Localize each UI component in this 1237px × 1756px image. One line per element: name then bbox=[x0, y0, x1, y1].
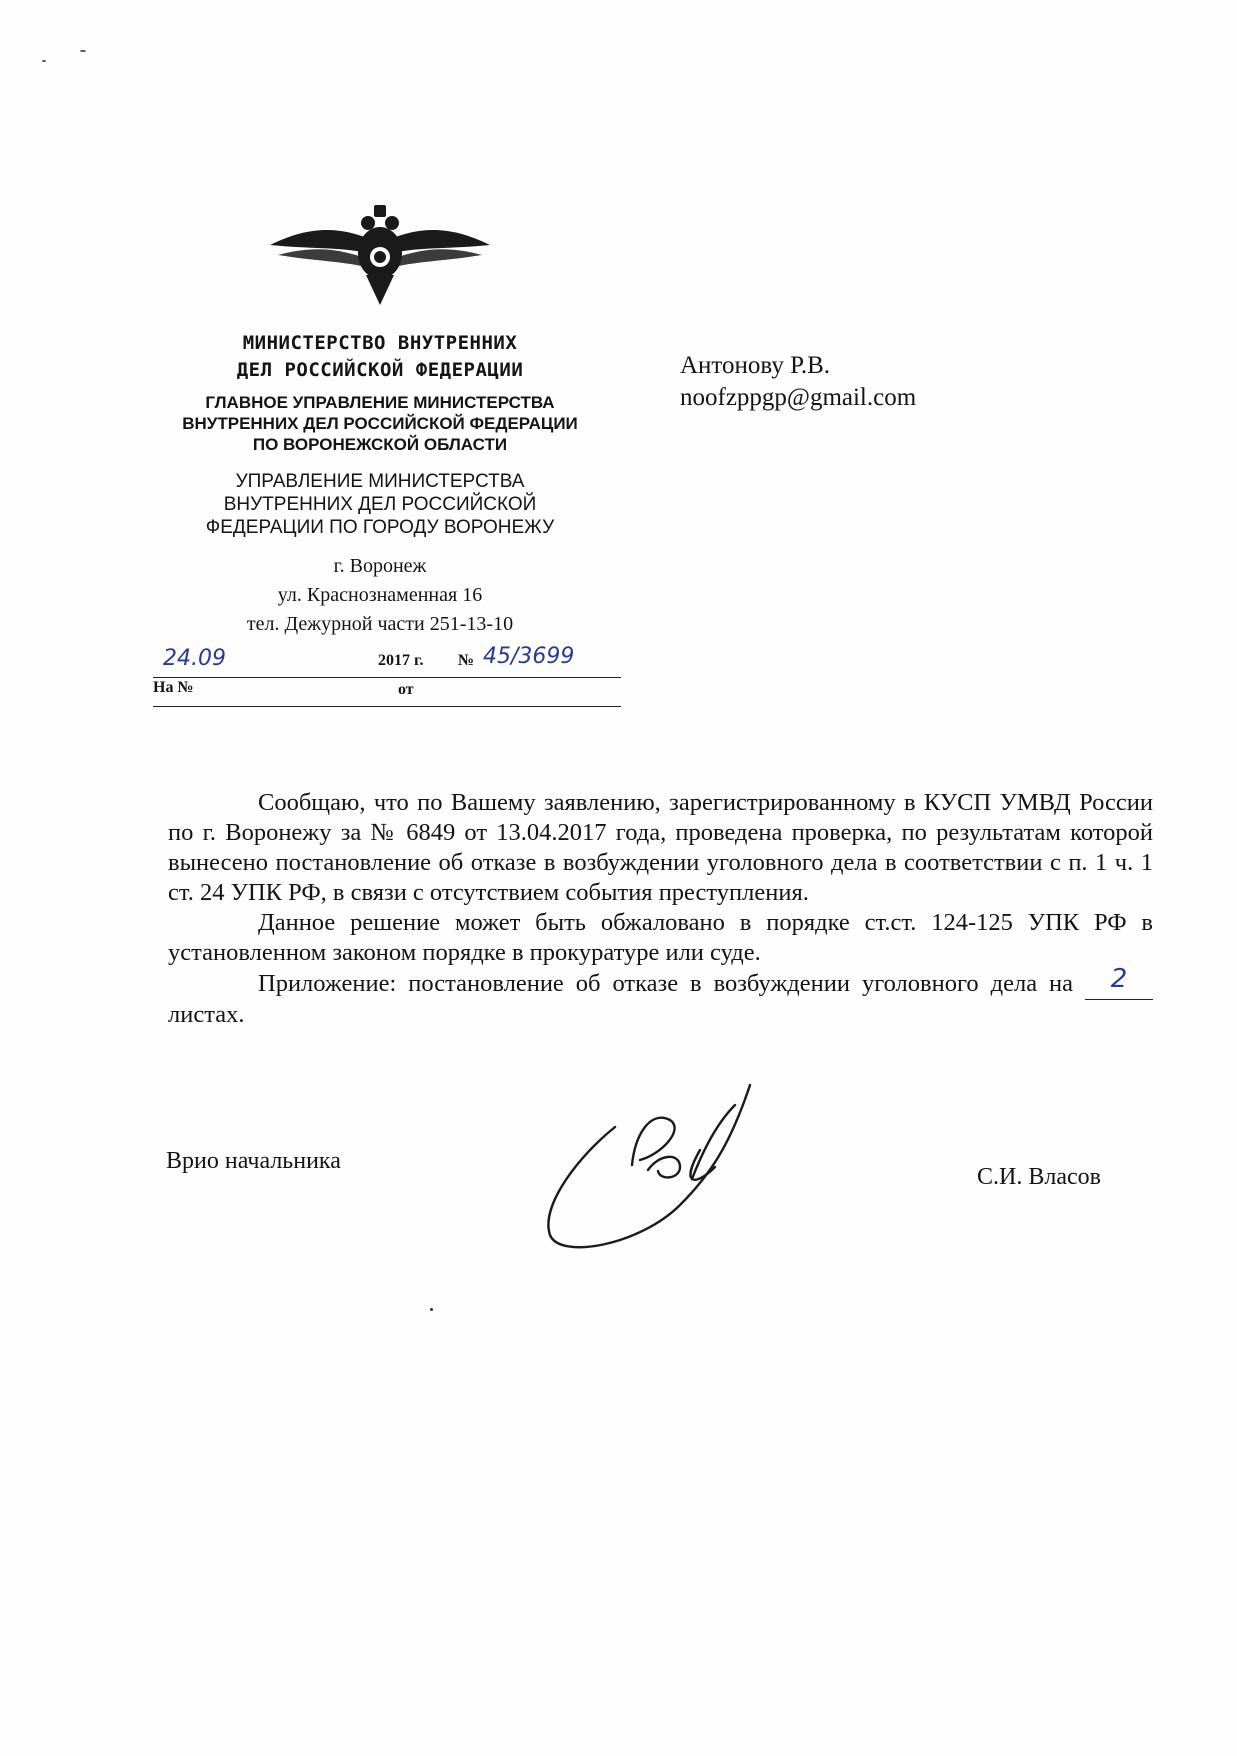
from-label: от bbox=[398, 681, 414, 698]
scan-speck bbox=[42, 60, 46, 62]
attachment-text-end: листах. bbox=[168, 1001, 245, 1028]
body-paragraph: Сообщаю, что по Вашему заявлению, зарегистрированному в КУСП УМВД России по г. Воронежу за № 6849 от 13.04.2017 года, проведена проверка, по результатам которой вынесено постановление об отказе в возбуждении уголовного дела в соответствии с п. 1 ч. 1 ст. 24 УПК РФ, в связи с отсутствием события преступления. bbox=[168, 789, 1153, 906]
scan-speck bbox=[80, 50, 86, 52]
handwritten-date: 24.09 bbox=[163, 646, 226, 671]
sender-address bbox=[140, 552, 620, 639]
incoming-reference-row bbox=[153, 677, 621, 705]
ministry-line: МИНИСТЕРСТВО ВНУТРЕННИХ bbox=[242, 332, 518, 354]
attachment-paragraph bbox=[168, 964, 1153, 1030]
reference-number-label: № bbox=[458, 652, 475, 669]
duty-phone: тел. Дежурной части 251-13-10 bbox=[246, 613, 514, 635]
handwritten-reference-number: 45/3699 bbox=[483, 644, 575, 669]
gu-line: ГЛАВНОЕ УПРАВЛЕНИЕ МИНИСТЕРСТВА bbox=[205, 393, 555, 412]
ministry-line: ДЕЛ РОССИЙСКОЙ ФЕДЕРАЦИИ bbox=[236, 359, 524, 381]
reply-to-label: На № bbox=[153, 679, 194, 696]
gu-line: ПО ВОРОНЕЖСКОЙ ОБЛАСТИ bbox=[252, 435, 508, 454]
main-directorate-name bbox=[140, 392, 620, 455]
umvd-line: УПРАВЛЕНИЕ МИНИСТЕРСТВА bbox=[235, 471, 525, 492]
recipient-block bbox=[680, 350, 916, 414]
handwritten-sheets-count: 2 bbox=[1110, 964, 1128, 994]
sheets-count-blank bbox=[1085, 964, 1153, 1000]
reference-year: 2017 г. bbox=[378, 652, 424, 669]
gu-line: ВНУТРЕННИХ ДЕЛ РОССИЙСКОЙ ФЕДЕРАЦИИ bbox=[182, 414, 578, 433]
letter-body bbox=[168, 788, 1153, 1030]
mvd-eagle-emblem-icon bbox=[270, 205, 490, 310]
address-street: ул. Краснознаменная 16 bbox=[277, 584, 483, 606]
address-city: г. Воронеж bbox=[333, 555, 427, 577]
attachment-text: Приложение: постановление об отказе в возбуждении уголовного дела на bbox=[258, 970, 1074, 997]
umvd-line: ФЕДЕРАЦИИ ПО ГОРОДУ ВОРОНЕЖУ bbox=[205, 517, 555, 538]
signer-name: С.И. Власов bbox=[977, 1164, 1101, 1190]
signer-title: Врио начальника bbox=[166, 1148, 341, 1174]
scan-speck bbox=[430, 1308, 433, 1311]
body-paragraph: Данное решение может быть обжаловано в порядке ст.ст. 124-125 УПК РФ в установленном законом порядке в прокуратуре или суде. bbox=[168, 909, 1153, 966]
handwritten-signature bbox=[520, 1075, 800, 1255]
outgoing-reference-row bbox=[153, 644, 621, 676]
city-directorate-name bbox=[140, 470, 620, 539]
umvd-line: ВНУТРЕННИХ ДЕЛ РОССИЙСКОЙ bbox=[223, 494, 537, 515]
reference-underline bbox=[153, 706, 621, 707]
ministry-name bbox=[140, 330, 620, 384]
recipient-name: Антонову Р.В. bbox=[680, 352, 831, 379]
recipient-email: noofzppgp@gmail.com bbox=[680, 384, 917, 411]
